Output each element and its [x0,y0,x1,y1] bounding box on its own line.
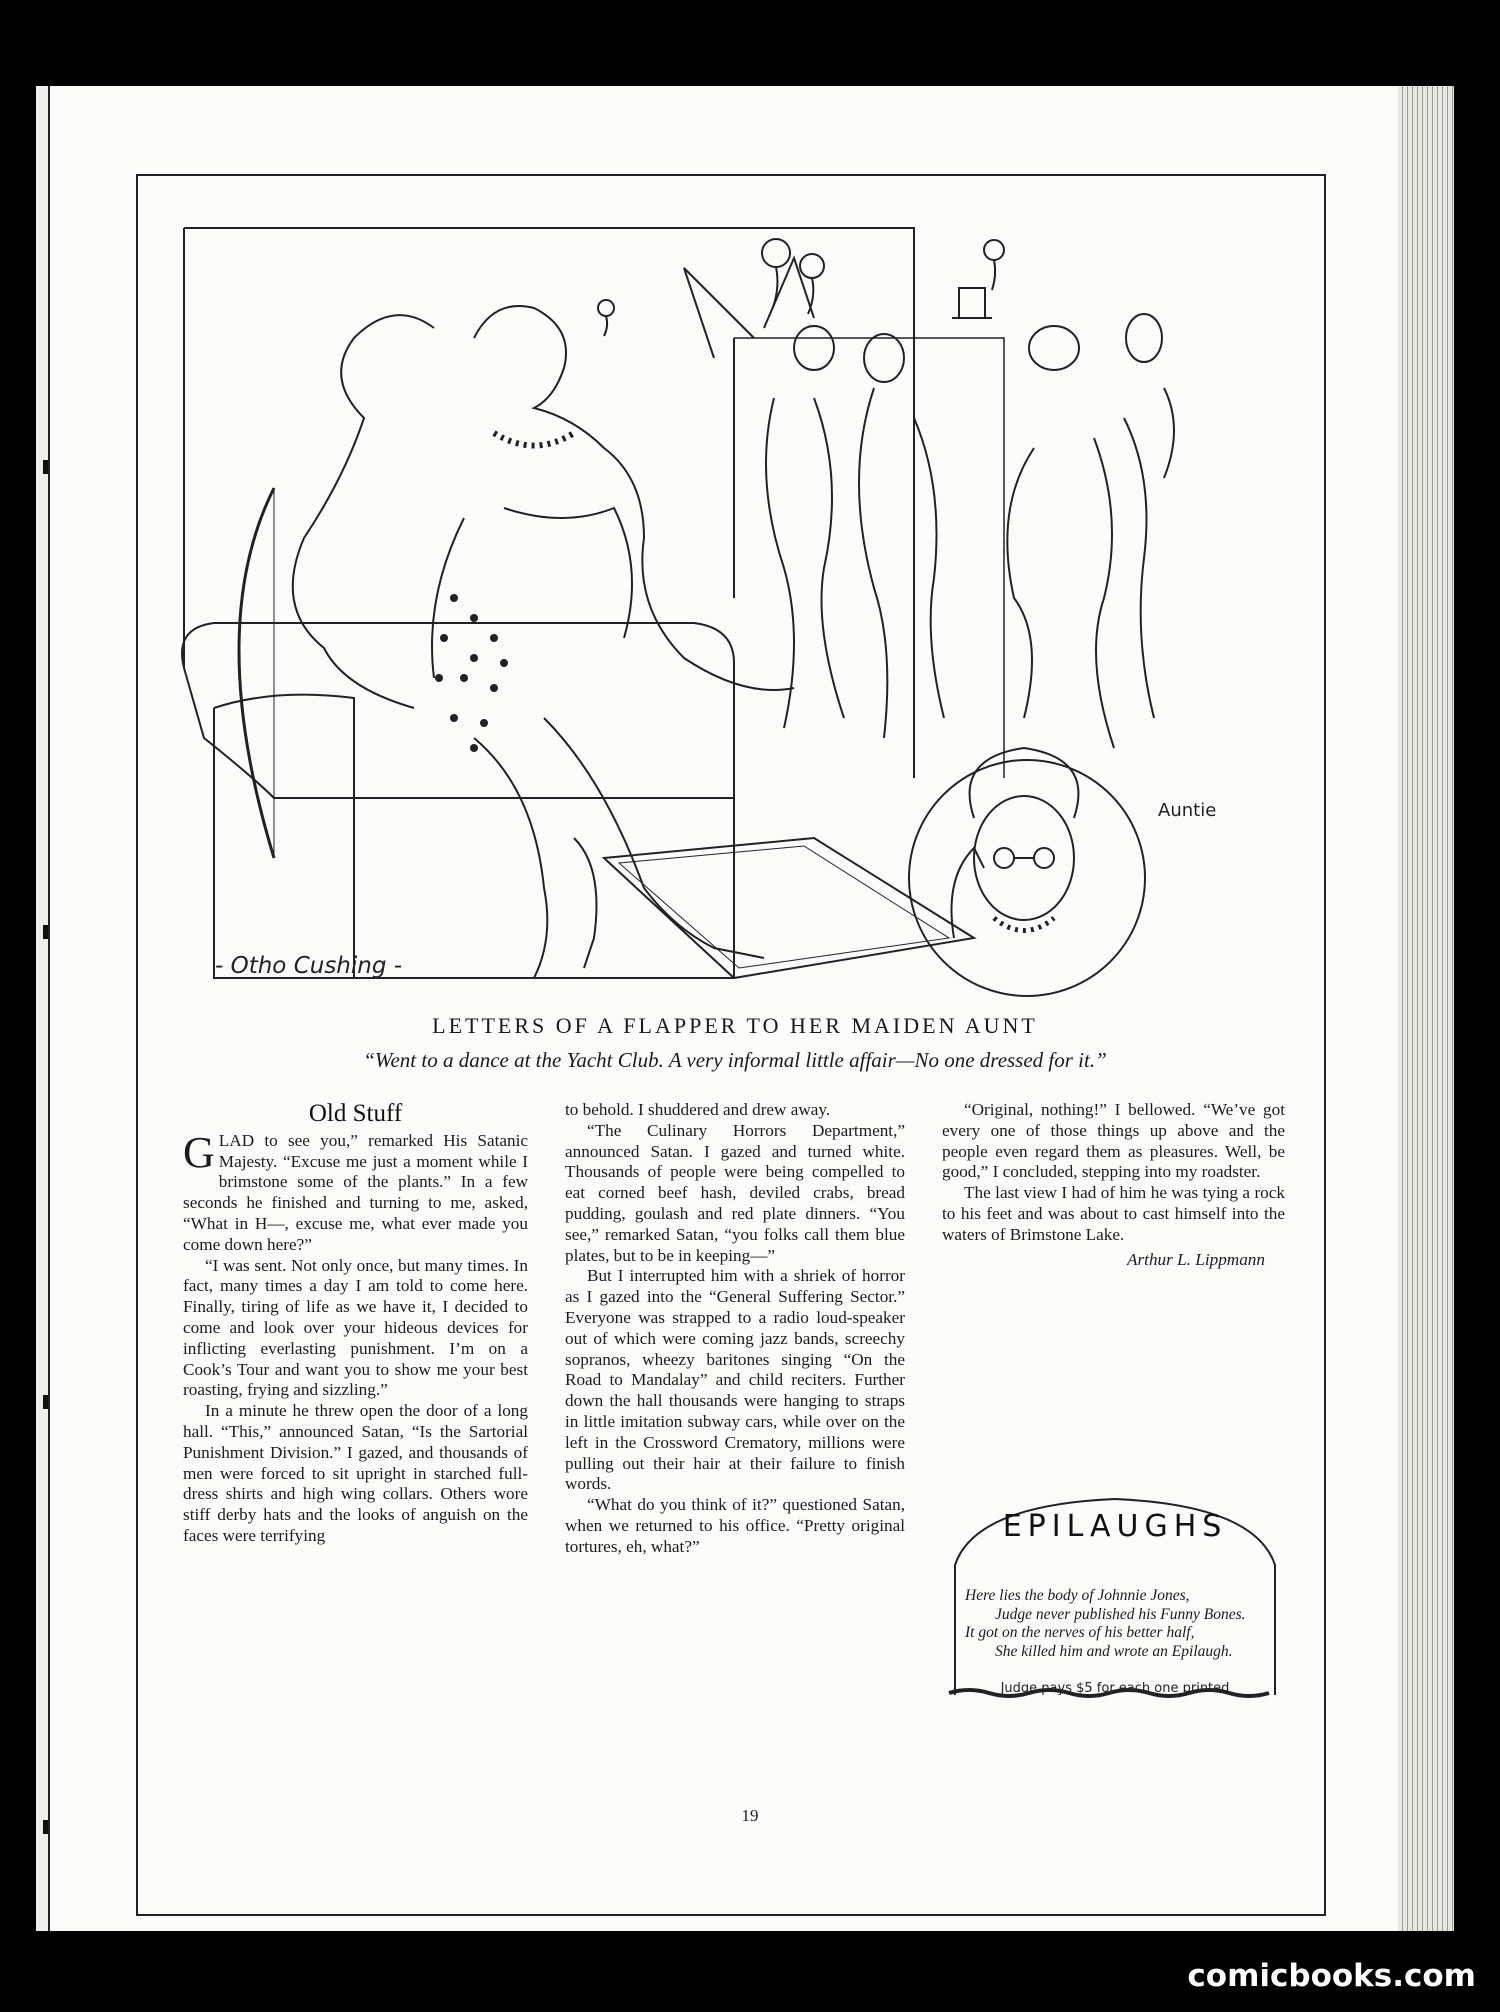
verse-line: She killed him and wrote an Epilaugh. [995,1642,1233,1660]
binding-mark [43,1395,48,1409]
verse-line: Judge never published his Funny Bones. [995,1605,1246,1623]
story-paragraph: “What do you think of it?” questioned Satan, when we returned to his office. “Pretty original tortures, eh, what?” [565,1495,905,1556]
story-paragraph: In a minute he threw open the door of a long hall. “This,” announced Satan, “Is the Sartorial Punishment Division.” I gazed, and thousands of men were forced to sit upright in starched full-dress shirts and high wing collars. Others wore stiff derby hats and the looks of anguish on the faces were terrifying [183,1401,528,1545]
epilaughs-footer: Judge pays $5 for each one printed [1000,1681,1230,1696]
story-column-3 [942,1100,1285,1270]
epilaughs-title: EPILAUGHS [1002,1509,1228,1544]
caption-title: LETTERS OF A FLAPPER TO HER MAIDEN AUNT [432,1013,1038,1038]
drop-cap: G [183,1127,215,1177]
verse-line: Here lies the body of Johnnie Jones, [965,1587,1190,1604]
story-paragraph: GLAD to see you,” remarked His Satanic Majesty. “Excuse me just a moment while I brimstone some of the plants.” In a few seconds he finished and turning to me, asked, “What in H—, excuse me, what ever made you come down here?” [183,1127,528,1254]
story-title: Old Stuff [308,1100,403,1127]
watermark: comicbooks.com [1187,1958,1476,1994]
epilaughs-box [945,1495,1285,1705]
caption-subtitle: “Went to a dance at the Yacht Club. A very informal little affair—No one dressed for it.” [363,1048,1107,1072]
story-column-1 [183,1100,528,1547]
story-paragraph: The last view I had of him he was tying a rock to his feet and was about to cast himself into the waters of Brimstone Lake. [942,1183,1285,1244]
artist-signature: - Otho Cushing - [215,953,403,979]
page-stack-edge [1398,86,1454,1931]
story-paragraph: But I interrupted him with a shriek of horror as I gazed into the “General Suffering Sector.” Everyone was strapped to a radio loud-speaker out of which were coming jazz bands, screechy sopranos, wheezy baritones singing “On the Road to Mandalay” and child reciters. Further down the hall thousands were hanging to straps in little imitation subway cars, while over on the left in the Crossword Crematory, millions were pulling out their hair at their failure to finish words. [565,1266,905,1494]
story-author: Arthur L. Lippmann [1126,1249,1265,1269]
binding-mark [43,460,48,474]
verse-line: It got on the nerves of his better half, [965,1624,1195,1641]
story-paragraph: “The Culinary Horrors Department,” announced Satan. I gazed and turned white. Thousands of people were being compelled to eat corned beef hash, deviled crabs, bread pudding, goulash and red plate dinners. “You see,” remarked Satan, “you folks call them blue plates, but to be in keeping—” [565,1120,905,1265]
epilaughs-verse [965,1587,1265,1661]
story-column-2 [565,1100,905,1558]
story-paragraph: “I was sent. Not only once, but many times. In fact, many times a day I am told to come here. Finally, tiring of life as we have it, I decided to come and look over your hideous devices for inflicting everlasting punishment. I’m on a Cook’s Tour and want you to show me your best roasting, frying and sizzling.” [183,1255,528,1400]
page-number: 19 [741,1806,759,1825]
auntie-label: Auntie [1158,800,1217,821]
story-paragraph: “Original, nothing!” I bellowed. “We’ve got every one of those things up above and the people even regard them as pleasures. Well, be good,” I concluded, stepping into my roadster. [942,1100,1285,1182]
story-paragraph: to behold. I shuddered and drew away. [565,1100,831,1119]
binding-mark [43,925,48,939]
left-page-edge [36,86,50,1931]
cartoon-illustration [174,218,1302,1008]
